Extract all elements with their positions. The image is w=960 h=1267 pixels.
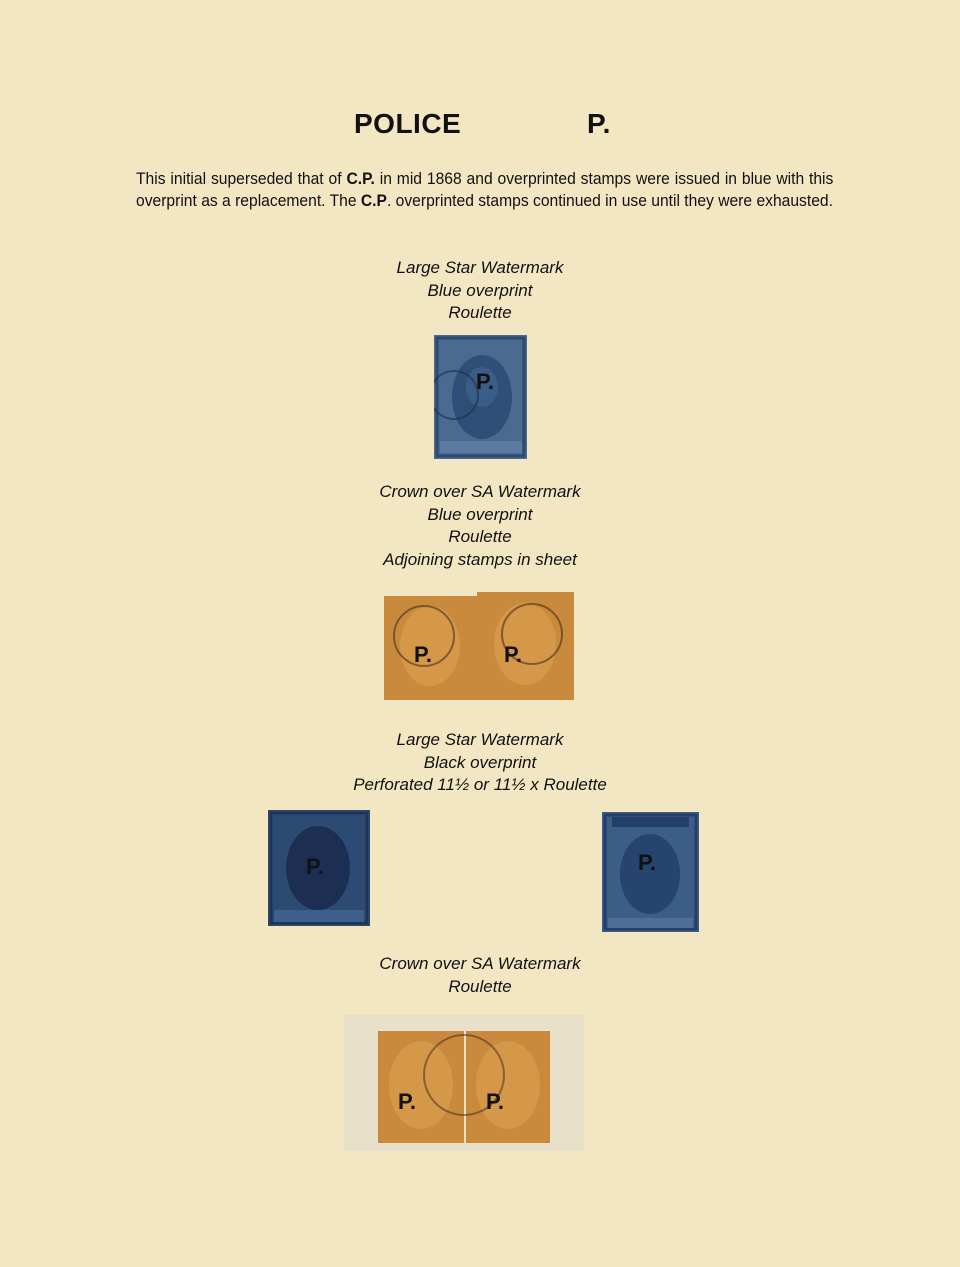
caption-line: Roulette — [448, 976, 512, 996]
overprint-p: P. — [638, 850, 656, 875]
stamp-image — [434, 335, 527, 459]
caption-line: Large Star Watermark — [396, 258, 564, 277]
stamp-blue-large-star — [434, 335, 527, 459]
caption-line: Perforated 11½ or 11½ x Roulette — [353, 775, 607, 794]
caption-line: Roulette — [448, 303, 512, 322]
caption-section-4 — [0, 953, 960, 998]
overprint-p: P. — [398, 1089, 416, 1114]
intro-text-2: in mid 1868 and overprinted stamps were issued in blue with this overprint as a replacement. The — [136, 169, 834, 210]
caption-section-3 — [0, 729, 960, 797]
caption-section-1 — [0, 257, 960, 325]
overprint-p: P. — [306, 854, 324, 879]
intro-text-1: This initial superseded that of — [136, 169, 347, 188]
caption-line: Adjoining stamps in sheet — [383, 549, 577, 569]
intro-bold-cp-2: C.P — [360, 191, 387, 210]
intro-bold-cp-1: C.P. — [346, 169, 375, 188]
overprint-p: P. — [504, 642, 522, 667]
caption-line: Black overprint — [423, 752, 537, 772]
stamp-image — [477, 592, 574, 700]
stamp-image — [344, 1015, 584, 1151]
page-title-mark: P. — [587, 108, 611, 139]
overprint-p: P. — [476, 369, 494, 394]
caption-line: Crown over SA Watermark — [379, 482, 581, 501]
caption-line: Blue overprint — [427, 504, 533, 524]
caption-line: Roulette — [448, 527, 512, 546]
intro-text-3: . overprinted stamps continued in use until they were exhausted. — [386, 191, 833, 210]
caption-line: Large Star Watermark — [396, 730, 564, 749]
stamp-orange-pair-on-piece — [344, 1015, 584, 1151]
intro-paragraph — [136, 168, 833, 212]
stamp-darkblue-left — [268, 810, 370, 926]
overprint-p: P. — [486, 1089, 504, 1114]
caption-line: Blue overprint — [427, 280, 533, 300]
caption-section-2 — [0, 481, 960, 571]
overprint-p: P. — [414, 642, 432, 667]
stamp-orange-pair-right — [477, 592, 574, 700]
caption-line: Crown over SA Watermark — [379, 954, 581, 973]
page-title: POLICE — [354, 108, 462, 139]
stamp-darkblue-right — [602, 812, 699, 932]
stamp-orange-pair-left — [384, 596, 477, 700]
